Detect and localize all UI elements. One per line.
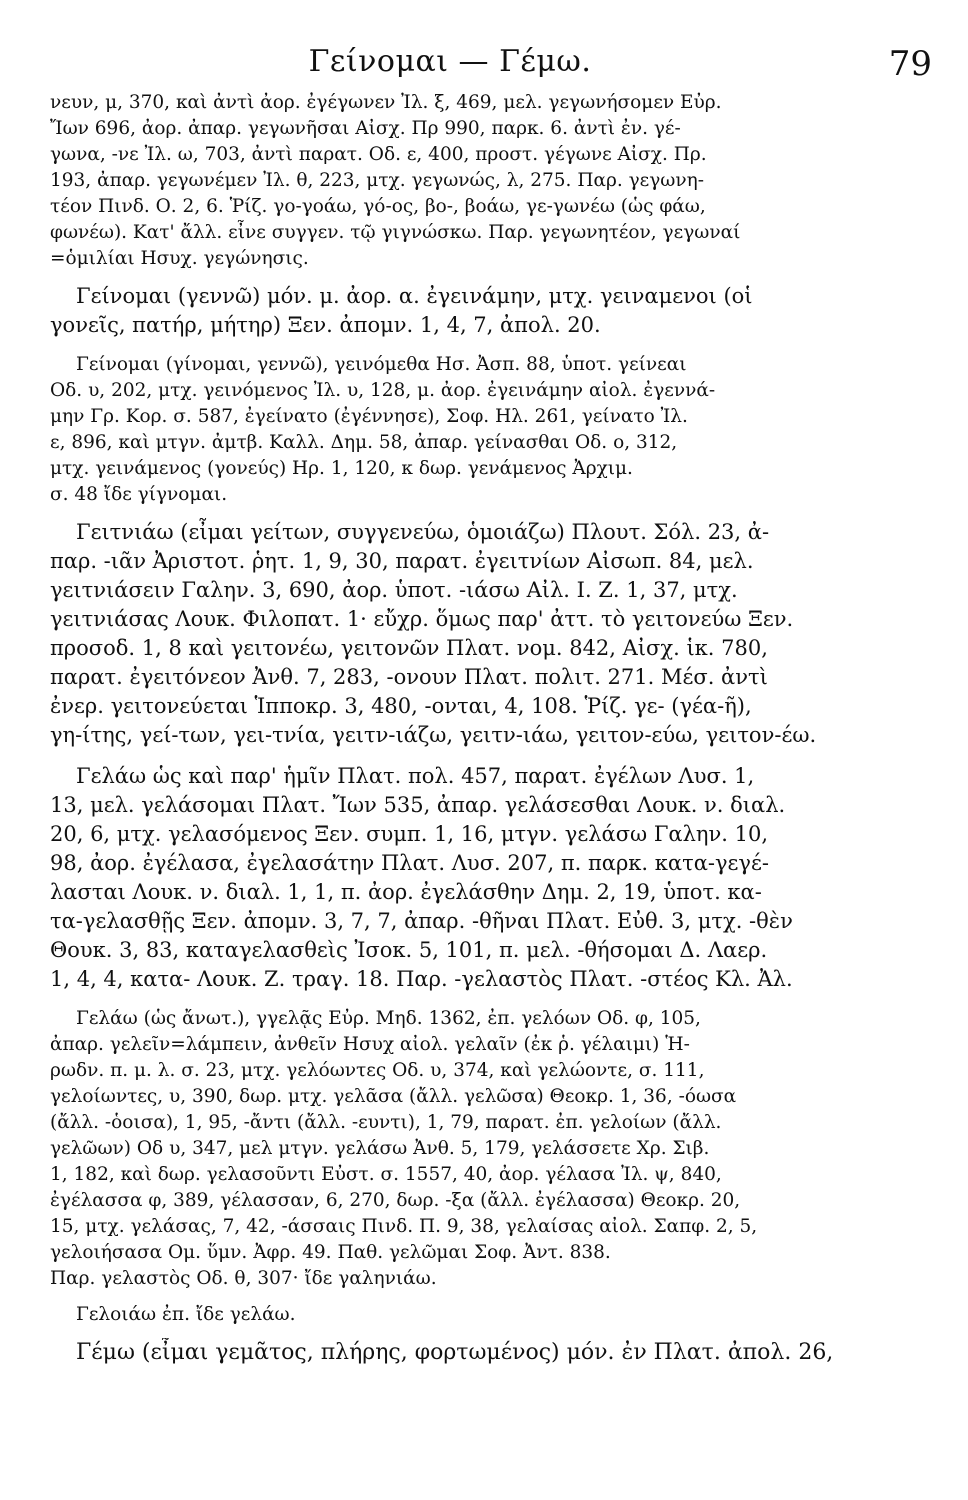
dictionary-entry [50,1006,850,1292]
entry-line: τα-γελασθῇς Ξεν. ἀπομν. 3, 7, 7, ἀπαρ. -θῆναι Πλατ. Εὐθ. 3, μτχ. -θὲν [50,909,793,933]
entry-line: 20, 6, μτχ. γελασόμενος Ξεν. συμπ. 1, 16, μτγν. γελάσω Γαλην. 10, [50,822,768,846]
entry-line: 193, ἀπαρ. γεγωνέμεν Ἰλ. θ, 223, μτχ. γεγωνώς, λ, 275. Παρ. γεγωνη- [50,170,704,191]
entry-line: γη-ίτης, γεί-των, γει-τνία, γειτν-ιάζω, γειτν-ιάω, γειτον-εύω, γειτον-έω. [50,723,817,747]
entry-line: Ἴων 696, ἀορ. ἀπαρ. γεγωνῆσαι Αἰσχ. Πρ 990, παρκ. 6. ἀντὶ ἐν. γέ- [50,118,681,139]
entry-line: =ὁμιλίαι Ησυχ. γεγώνησις. [50,248,309,269]
entry-line: μτχ. γεινάμενος (γονεύς) Ηρ. 1, 120, κ δωρ. γενάμενος Ἀρχιμ. [50,458,633,479]
entry-line: γωνα, -νε Ἰλ. ω, 703, ἀντὶ παρατ. Οδ. ε, 400, προστ. γέγωνε Αἰσχ. Πρ. [50,144,707,165]
entry-line: 1, 4, 4, κατα- Λουκ. Ζ. τραγ. 18. Παρ. -γελαστὸς Πλατ. -στέος Κλ. Ἀλ. [50,967,793,991]
running-head [50,34,932,90]
entry-line: ε, 896, καὶ μτγν. ἀμτβ. Καλλ. Δημ. 58, ἀπαρ. γείνασθαι Οδ. ο, 312, [50,432,678,453]
page-number: 79 [888,44,932,84]
entry-line: γελοίωντες, υ, 390, δωρ. μτχ. γελᾶσα (ἄλλ. γελῶσα) Θεοκρ. 1, 36, -όωσα [50,1086,737,1107]
entry-line: παρ. -ιᾶν Ἀριστοτ. ῥητ. 1, 9, 30, παρατ. ἐγειτνίων Αἰσωπ. 84, μελ. [50,549,754,573]
entry-line: Γέμω (εἶμαι γεμᾶτος, πλήρης, φορτωμένος) μόν. ἐν Πλατ. ἀπολ. 26, [76,1340,834,1365]
entry-line: νευν, μ, 370, καὶ ἀντὶ ἀορ. ἐγέγωνεν Ἰλ. ξ, 469, μελ. γεγωνήσομεν Εὐρ. [50,92,722,113]
page-title: Γείνομαι — Γέμω. [308,44,592,79]
dictionary-entry [50,1338,850,1368]
dictionary-entry-continuation [50,90,850,272]
entry-line: ἐνερ. γειτονεύεται Ἱπποκρ. 3, 480, -ονται, 4, 108. Ῥίζ. γε- (γέα-ῆ), [50,694,752,718]
dictionary-entry [50,1302,850,1328]
entry-line: 13, μελ. γελάσομαι Πλατ. Ἴων 535, ἀπαρ. γελάσεσθαι Λουκ. ν. διαλ. [50,793,786,817]
entry-line: (ἄλλ. -ὁοισα), 1, 95, -ἄντι (ἄλλ. -ευντι), 1, 79, παρατ. ἐπ. γελοίων (ἄλλ. [50,1112,722,1133]
entry-line: Παρ. γελαστὸς Οδ. θ, 307· ἴδε γαληνιάω. [50,1268,437,1289]
entry-line: 1, 182, καὶ δωρ. γελασοῦντι Εὐστ. σ. 1557, 40, ἀορ. γέλασα Ἰλ. ψ, 840, [50,1164,722,1185]
entry-line: φωνέω). Κατ' ἄλλ. εἶνε συγγεν. τῷ γιγνώσκω. Παρ. γεγωνητέον, γεγωναί [50,222,741,243]
entry-line: γελοιήσασα Ομ. ὕμν. Ἀφρ. 49. Παθ. γελῶμαι Σοφ. Ἀντ. 838. [50,1242,611,1263]
entry-line: λασται Λουκ. ν. διαλ. 1, 1, π. ἀορ. ἐγελάσθην Δημ. 2, 19, ὑποτ. κα- [50,880,762,904]
entry-line: Γείνομαι (γίνομαι, γεννῶ), γεινόμεθα Ησ. Ἀσπ. 88, ὑποτ. γείνεαι [76,354,687,375]
entry-line: τέον Πινδ. Ο. 2, 6. Ῥίζ. γο-γοάω, γό-ος, βο-, βοάω, γε-γωνέω (ὡς φάω, [50,196,706,217]
entry-line: 15, μτχ. γελάσας, 7, 42, -άσσαις Πινδ. Π. 9, 38, γελαίσας αἰολ. Σαπφ. 2, 5, [50,1216,758,1237]
dictionary-entry [50,282,850,340]
entry-line: Γείνομαι (γεννῶ) μόν. μ. ἀορ. α. ἐγεινάμην, μτχ. γειναμενοι (οἱ [76,284,753,308]
entry-line: Οδ. υ, 202, μτχ. γεινόμενος Ἰλ. υ, 128, μ. ἀορ. ἐγεινάμην αἰολ. ἐγεννά- [50,380,716,401]
entry-line: μην Γρ. Κορ. σ. 587, ἐγείνατο (ἐγέννησε), Σοφ. Ηλ. 261, γείνατο Ἰλ. [50,406,688,427]
dictionary-entry [50,518,850,750]
entry-line: 98, ἀορ. ἐγέλασα, ἐγελασάτην Πλατ. Λυσ. 207, π. παρκ. κατα-γεγέ- [50,851,769,875]
entry-line: Γελάω (ὡς ἄνωτ.), γγελᾷς Εὐρ. Μηδ. 1362, ἐπ. γελόων Οδ. φ, 105, [76,1008,701,1029]
dictionary-entry [50,352,850,508]
entry-line: γελῶων) Οδ υ, 347, μελ μτγν. γελάσω Ἀνθ. 5, 179, γελάσσετε Χρ. Σιβ. [50,1138,710,1159]
entry-line: γειτνιάσειν Γαλην. 3, 690, ἀορ. ὑποτ. -ιάσω Αἰλ. Ι. Ζ. 1, 37, μτχ. [50,578,738,602]
entry-line: γονεῖς, πατήρ, μήτηρ) Ξεν. ἀπομν. 1, 4, 7, ἀπολ. 20. [50,313,601,337]
entry-line: προσοδ. 1, 8 καὶ γειτονέω, γειτονῶν Πλατ. νομ. 842, Αἰσχ. ἱκ. 780, [50,636,768,660]
entry-line: Γειτνιάω (εἶμαι γείτων, συγγενεύω, ὁμοιάζω) Πλουτ. Σόλ. 23, ἀ- [76,520,770,544]
dictionary-entry [50,762,850,994]
entry-line: ἀπαρ. γελεῖν=λάμπειν, ἀνθεῖν Ησυχ αἰολ. γελαῖν (ἐκ ῥ. γέλαιμι) Ἡ- [50,1034,690,1055]
entry-line: ἐγέλασσα φ, 389, γέλασσαν, 6, 270, δωρ. -ξα (ἄλλ. ἐγέλασσα) Θεοκρ. 20, [50,1190,741,1211]
entry-line: ρωδν. π. μ. λ. σ. 23, μτχ. γελόωντες Οδ. υ, 374, καὶ γελώοντε, σ. 111, [50,1060,705,1081]
entry-line: Γελάω ὡς καὶ παρ' ἡμῖν Πλατ. πολ. 457, παρατ. ἐγέλων Λυσ. 1, [76,764,755,788]
entry-line: Θουκ. 3, 83, καταγελασθεὶς Ἰσοκ. 5, 101, π. μελ. -θήσομαι Δ. Λαερ. [50,938,768,962]
entry-line: Γελοιάω ἐπ. ἴδε γελάω. [76,1304,296,1325]
entry-line: σ. 48 ἴδε γίγνομαι. [50,484,228,505]
entry-line: γειτνιάσας Λουκ. Φιλοπατ. 1· εὔχρ. ὅμως παρ' ἀττ. τὸ γειτονεύω Ξεν. [50,607,794,631]
entry-line: παρατ. ἐγειτόνεον Ἀνθ. 7, 283, -ονουν Πλατ. πολιτ. 271. Μέσ. ἀντὶ [50,665,768,689]
